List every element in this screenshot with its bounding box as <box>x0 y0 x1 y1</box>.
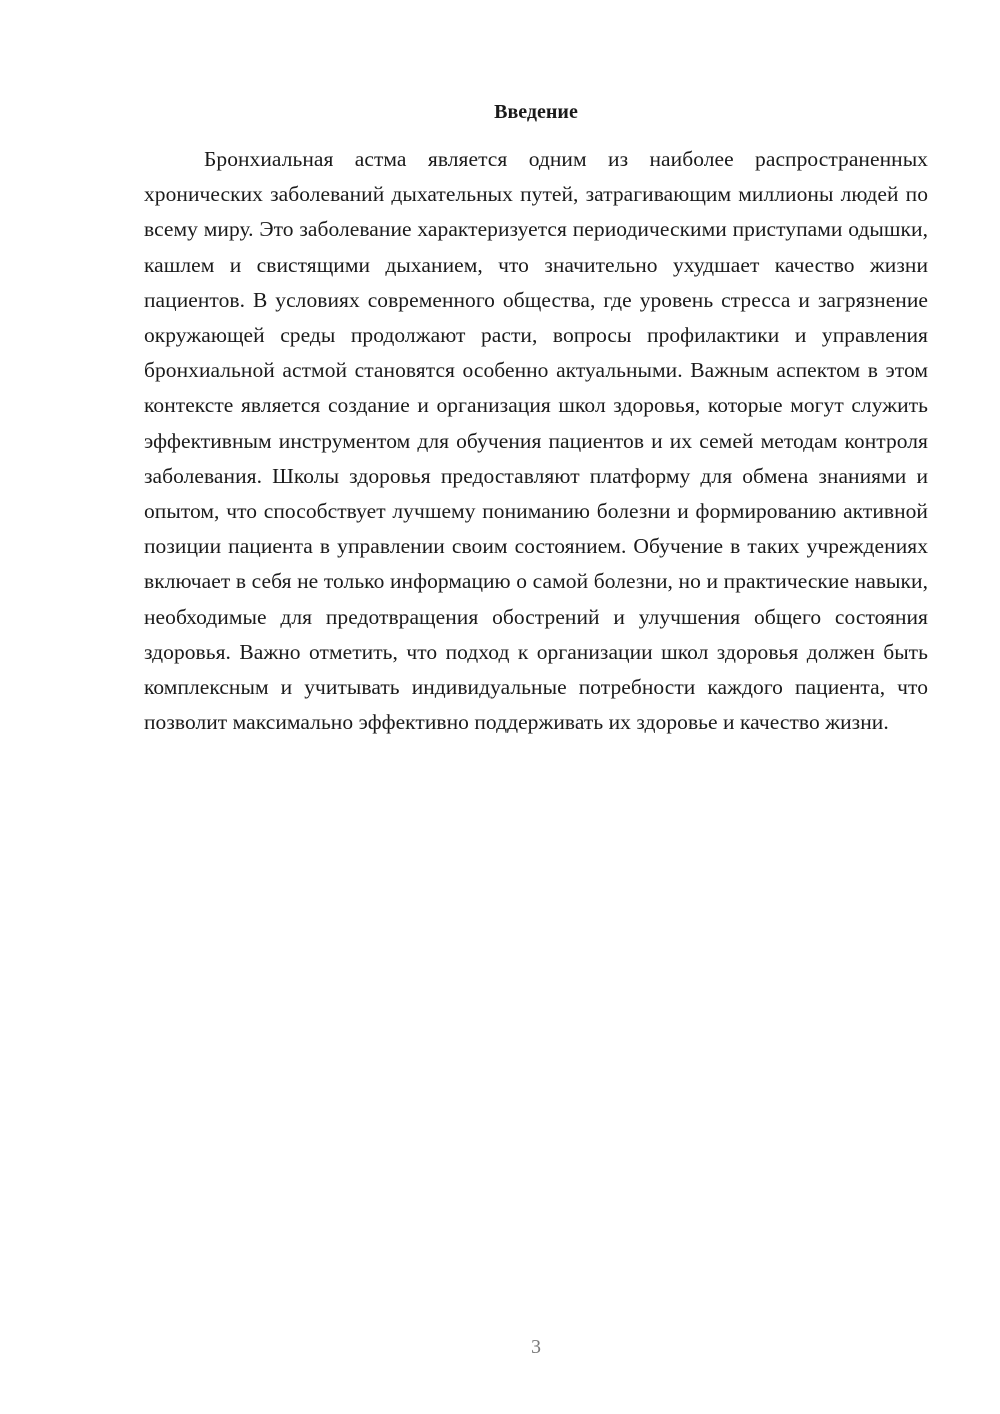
body-paragraph: Бронхиальная астма является одним из наиболее распространенных хронических заболеваний дыхательных путей, затрагивающим миллионы людей по всему миру. Это заболевание характеризуется периодическими приступами одышки, кашлем и свистящими дыханием, что значительно ухудшает качество жизни пациентов. В условиях современного общества, где уровень стресса и загрязнение окружающей среды продолжают расти, вопросы профилактики и управления бронхиальной астмой становятся особенно актуальными. Важным аспектом в этом контексте является создание и организация школ здоровья, которые могут служить эффективным инструментом для обучения пациентов и их семей методам контроля заболевания. Школы здоровья предоставляют платформу для обмена знаниями и опытом, что способствует лучшему пониманию болезни и формированию активной позиции пациента в управлении своим состоянием. Обучение в таких учреждениях включает в себя не только информацию о самой болезни, но и практические навыки, необходимые для предотвращения обострений и улучшения общего состояния здоровья. Важно отметить, что подход к организации школ здоровья должен быть комплексным и учитывать индивидуальные потребности каждого пациента, что позволит максимально эффективно поддерживать их здоровье и качество жизни. <box>144 147 928 735</box>
page-number: 3 <box>531 1336 541 1358</box>
section-heading: Введение <box>494 101 578 123</box>
